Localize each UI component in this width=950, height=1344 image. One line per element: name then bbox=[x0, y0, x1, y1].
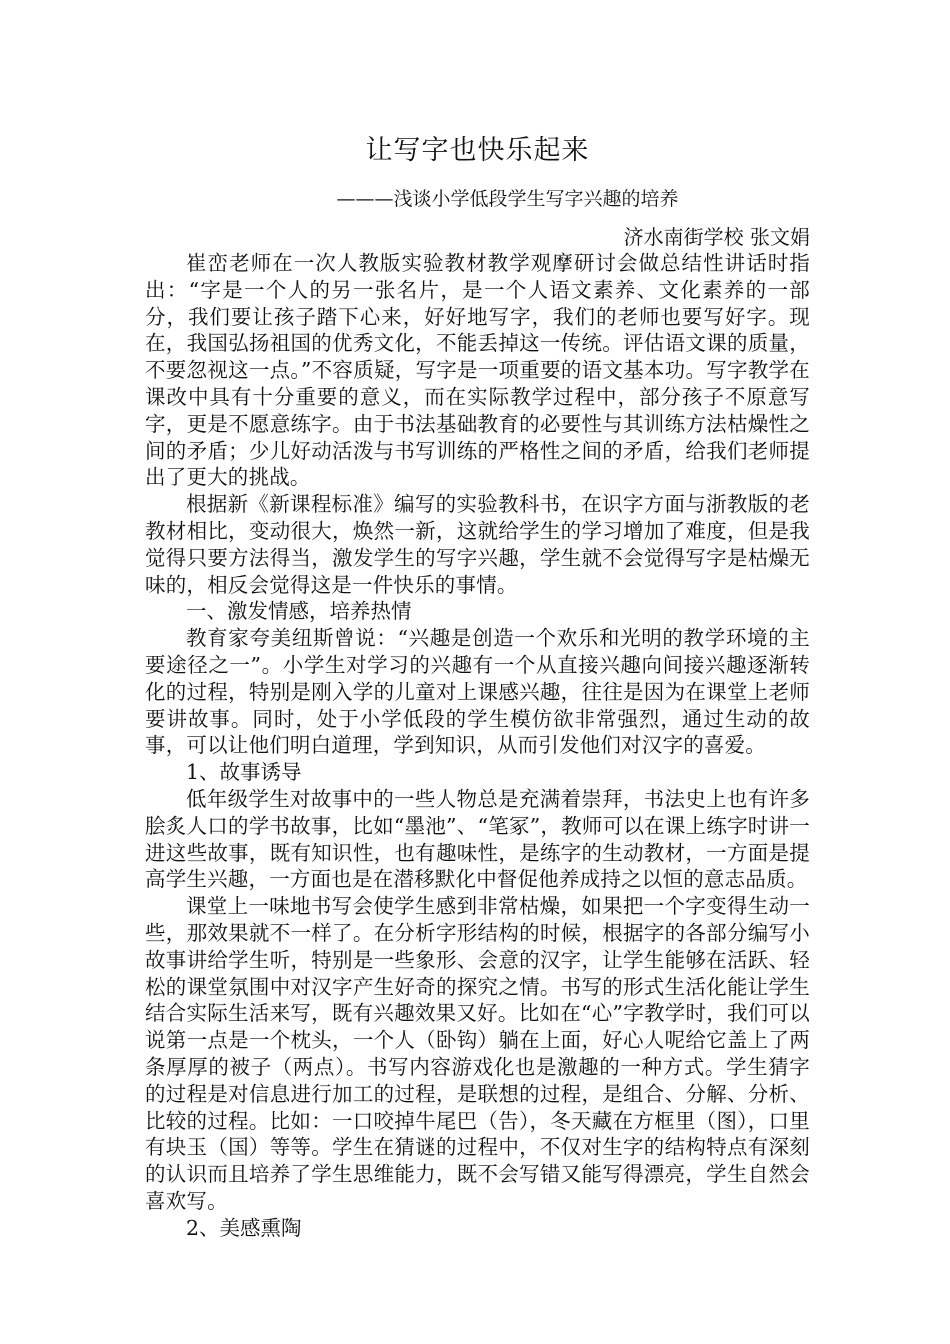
author-line: 济水南街学校 张文娟 bbox=[623, 225, 810, 249]
document-subtitle: ———浅谈小学低段学生写字兴趣的培养 bbox=[336, 188, 679, 210]
paragraph-comenius: 教育家夸美纽斯曾说：“兴趣是创造一个欢乐和光明的教学环境的主要途径之一”。小学生对学习的兴趣有一个从直接兴趣向间接兴趣逐渐转化的过程，特别是刚入学的儿童对上课感兴趣，往往是因为在课堂上老师要讲故事。同时，处于小学低段的学生模仿欲非常强烈，通过生动的故事，可以让他们明白道理，学到知识，从而引发他们对汉字的喜爱。 bbox=[145, 626, 810, 758]
paragraph-intro: 崔峦老师在一次人教版实验教材教学观摩研讨会做总结性讲话时指出：“字是一个人的另一张名片，是一个人语文素养、文化素养的一部分，我们要让孩子踏下心来，好好地写字，我们的老师也要写好字。现在，我国弘扬祖国的优秀文化，不能丢掉这一传统。评估语文课的质量，不要忽视这一点。”不容质疑，写字是一项重要的语文基本功。写字教学在课改中具有十分重要的意义，而在实际教学过程中，部分孩子不原意写字，更是不愿意练字。由于书法基础教育的必要性与其训练方法枯燥性之间的矛盾；少儿好动活泼与书写训练的严格性之间的矛盾，给我们老师提出了更大的挑战。 bbox=[145, 251, 810, 490]
subsection-heading-story: 1、故事诱导 bbox=[186, 760, 302, 785]
document-page bbox=[145, 130, 810, 1241]
subsection-heading-aesthetic: 2、美感熏陶 bbox=[186, 1215, 302, 1240]
document-title: 让写字也快乐起来 bbox=[365, 135, 590, 166]
paragraph-classroom: 课堂上一味地书写会使学生感到非常枯燥，如果把一个字变得生动一些，那效果就不一样了。在分析字形结构的时候，根据字的各部分编写小故事讲给学生听，特别是一些象形、会意的汉字，让学生能够在活跃、轻松的课堂氛围中对汉字产生好奇的探究之情。书写的形式生活化能让学生结合实际生活来写，既有兴趣效果又好。比如在“心”字教学时，我们可以说第一点是一个枕头，一个人（卧钩）躺在上面，好心人呢给它盖上了两条厚厚的被子（两点）。书写内容游戏化也是激趣的一种方式。学生猜字的过程是对信息进行加工的过程，是联想的过程，是组合、分解、分析、比较的过程。比如：一口咬掉牛尾巴（告），冬天藏在方框里（图），口里有块玉（国）等等。学生在猜谜的过程中，不仅对生字的结构特点有深刻的认识而且培养了学生思维能力，既不会写错又能写得漂亮，学生自然会喜欢写。 bbox=[145, 894, 810, 1213]
paragraph-textbook: 根据新《新课程标准》编写的实验教科书，在识字方面与浙教版的老教材相比，变动很大，焕然一新，这就给学生的学习增加了难度，但是我觉得只要方法得当，激发学生的写字兴趣，学生就不会觉得写字是枯燥无味的，相反会觉得这是一件快乐的事情。 bbox=[145, 492, 810, 597]
section-heading-1: 一、激发情感，培养热情 bbox=[186, 599, 412, 624]
paragraph-story: 低年级学生对故事中的一些人物总是充满着崇拜，书法史上也有许多脍炙人口的学书故事，比如“墨池”、“笔冢”，教师可以在课上练字时讲一进这些故事，既有知识性，也有趣味性，是练字的生动教材，一方面是提高学生兴趣，一方面也是在潜移默化中督促他养成持之以恒的意志品质。 bbox=[145, 786, 810, 892]
